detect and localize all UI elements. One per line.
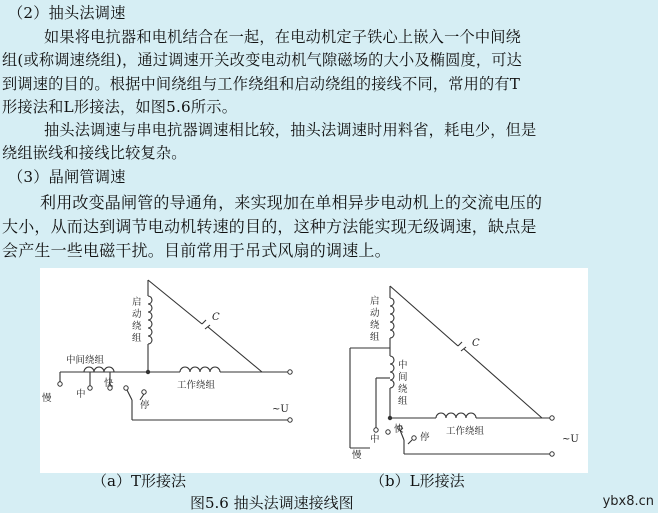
paragraph-3-line-1: 利用改变晶闸管的导通角，来实现加在单相异步电动机上的交流电压的 [40, 193, 543, 212]
caption-a: （a）T形接法 [92, 472, 186, 490]
caption-b: （b）L形接法 [370, 472, 465, 490]
supply-b-label: ~U [562, 434, 579, 445]
capacitor-a-label: C [212, 312, 220, 323]
start-winding-b-char-4: 组 [370, 332, 380, 343]
medium-b-label: 中 [370, 434, 380, 445]
junction-b [388, 416, 392, 420]
wiring-diagrams [40, 268, 588, 473]
middle-winding-a-coil [84, 367, 114, 372]
capacitor-b-label: C [472, 338, 480, 349]
figure-title: 图5.6 抽头法调速接线图 [190, 494, 354, 512]
work-winding-a-label: 工作绕组 [177, 380, 216, 391]
slow-b-label: 慢 [352, 450, 362, 461]
start-winding-a-char-2: 动 [132, 309, 142, 320]
stop-b-label: 停 [420, 432, 430, 443]
start-winding-a-char-3: 绕 [132, 321, 142, 332]
start-winding-b-char-2: 动 [370, 308, 380, 319]
middle-winding-b-coil [390, 356, 394, 388]
middle-winding-b-char-3: 绕 [398, 384, 408, 395]
paragraph-2-line-2: 绕组嵌线和接线比较复杂。 [2, 144, 187, 162]
paragraph-1-line-2: 组(或称调速绕组)，通过调速开关改变电动机气隙磁场的大小及椭圆度，可达 [2, 51, 523, 69]
paragraph-1-line-3: 到调速的目的。根据中间绕组与工作绕组和启动绕组的接线不同，常用的有T [2, 75, 521, 93]
start-winding-a-char-1: 启 [132, 297, 142, 308]
watermark: ybx8.cn [602, 494, 654, 509]
heading-tap-method: （2）抽头法调速 [8, 4, 126, 22]
middle-winding-a-label: 中间绕组 [66, 355, 105, 366]
start-winding-a-coil [148, 296, 152, 344]
paragraph-2-line-1: 抽头法调速与串电抗器调速相比较，抽头法调速时用料省，耗电少，但是 [44, 121, 537, 139]
start-winding-b-coil [390, 298, 394, 338]
fast-b-label: 快 [394, 424, 404, 435]
start-winding-a-char-4: 组 [132, 333, 142, 344]
junction-a [146, 370, 150, 374]
fast-a-label: 快 [104, 378, 114, 389]
medium-a-label: 中 [76, 389, 86, 400]
capacitor-branch-a [148, 280, 202, 324]
slow-a-label: 慢 [42, 393, 52, 404]
paragraph-1-line-4: 形接法和L形接法，如图5.6所示。 [2, 98, 238, 116]
paragraph-1-line-1: 如果将电抗器和电机结合在一起，在电动机定子铁心上嵌入一个中间绕 [44, 28, 522, 46]
paragraph-3-line-3: 会产生一些电磁干扰。目前常用于吊式风扇的调速上。 [2, 241, 391, 260]
work-winding-b-label: 工作绕组 [446, 426, 485, 437]
stop-a-label: 停 [140, 400, 150, 411]
start-winding-b-char-3: 绕 [370, 320, 380, 331]
start-winding-b-char-1: 启 [370, 296, 380, 307]
middle-winding-b-char-4: 组 [398, 396, 408, 407]
paragraph-3-line-2: 大小，从而达到调节电动机转速的目的，这种方法能实现无级调速，缺点是 [2, 217, 537, 236]
supply-a-label: ~U [272, 404, 289, 415]
middle-winding-b-char-1: 中 [398, 360, 408, 371]
work-winding-a-coil [180, 367, 220, 372]
work-winding-b-coil [436, 413, 476, 418]
heading-scr-method: （3）晶闸管调速 [8, 168, 126, 186]
middle-winding-b-char-2: 间 [398, 372, 408, 383]
capacitor-branch-b [390, 286, 458, 346]
wiring-figure [40, 268, 588, 473]
